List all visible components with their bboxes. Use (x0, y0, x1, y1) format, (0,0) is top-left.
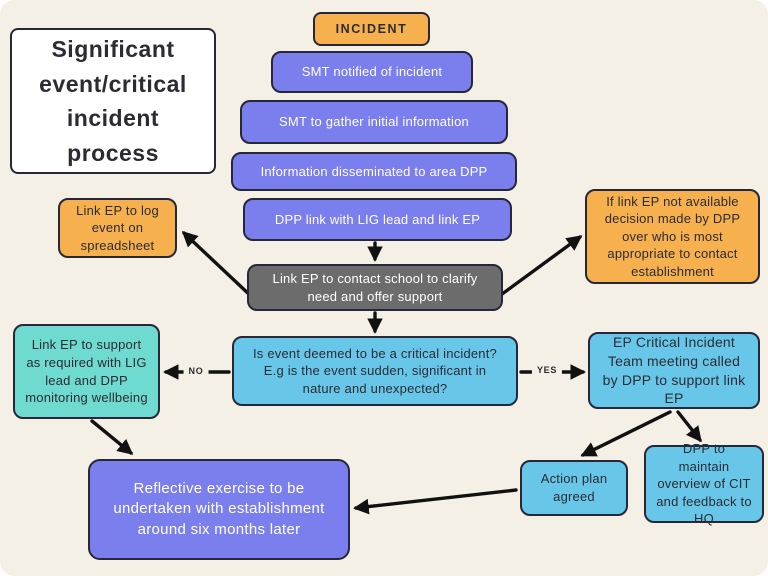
arrow-cit-to-overview (678, 412, 700, 440)
node-smt-notified: SMT notified of incident (271, 51, 473, 93)
node-log-spreadsheet: Link EP to log event on spreadsheet (58, 198, 177, 258)
node-contact-school: Link EP to contact school to clarify need and offer support (247, 264, 503, 311)
arrow-contact-to-spreadsheet (184, 233, 252, 297)
arrow-contact-to-notavailable (498, 237, 580, 297)
node-info-disseminated: Information disseminated to area DPP (231, 152, 517, 191)
node-critical-question: Is event deemed to be a critical incident? E.g is the event sudden, significant in nature and unexpected? (232, 336, 518, 406)
edge-label-no: NO (184, 364, 209, 378)
arrow-support-to-reflective (92, 421, 131, 453)
node-dpp-link: DPP link with LIG lead and link EP (243, 198, 512, 241)
edge-label-yes: YES (532, 363, 562, 377)
node-reflective: Reflective exercise to be undertaken with establishment around six months later (88, 459, 350, 560)
node-ep-not-available: If link EP not available decision made by DPP over who is most appropriate to contact establishment (585, 189, 760, 284)
node-action-plan: Action plan agreed (520, 460, 628, 516)
page-title: Significant event/critical incident process (10, 28, 216, 174)
arrow-actionplan-to-reflective (356, 490, 516, 508)
node-incident: INCIDENT (313, 12, 430, 46)
node-smt-gather: SMT to gather initial information (240, 100, 508, 144)
node-cit-meeting: EP Critical Incident Team meeting called by DPP to support link EP (588, 332, 760, 409)
node-dpp-overview: DPP to maintain overview of CIT and feedback to HQ (644, 445, 764, 523)
node-support-monitoring: Link EP to support as required with LIG lead and DPP monitoring wellbeing (13, 324, 160, 419)
